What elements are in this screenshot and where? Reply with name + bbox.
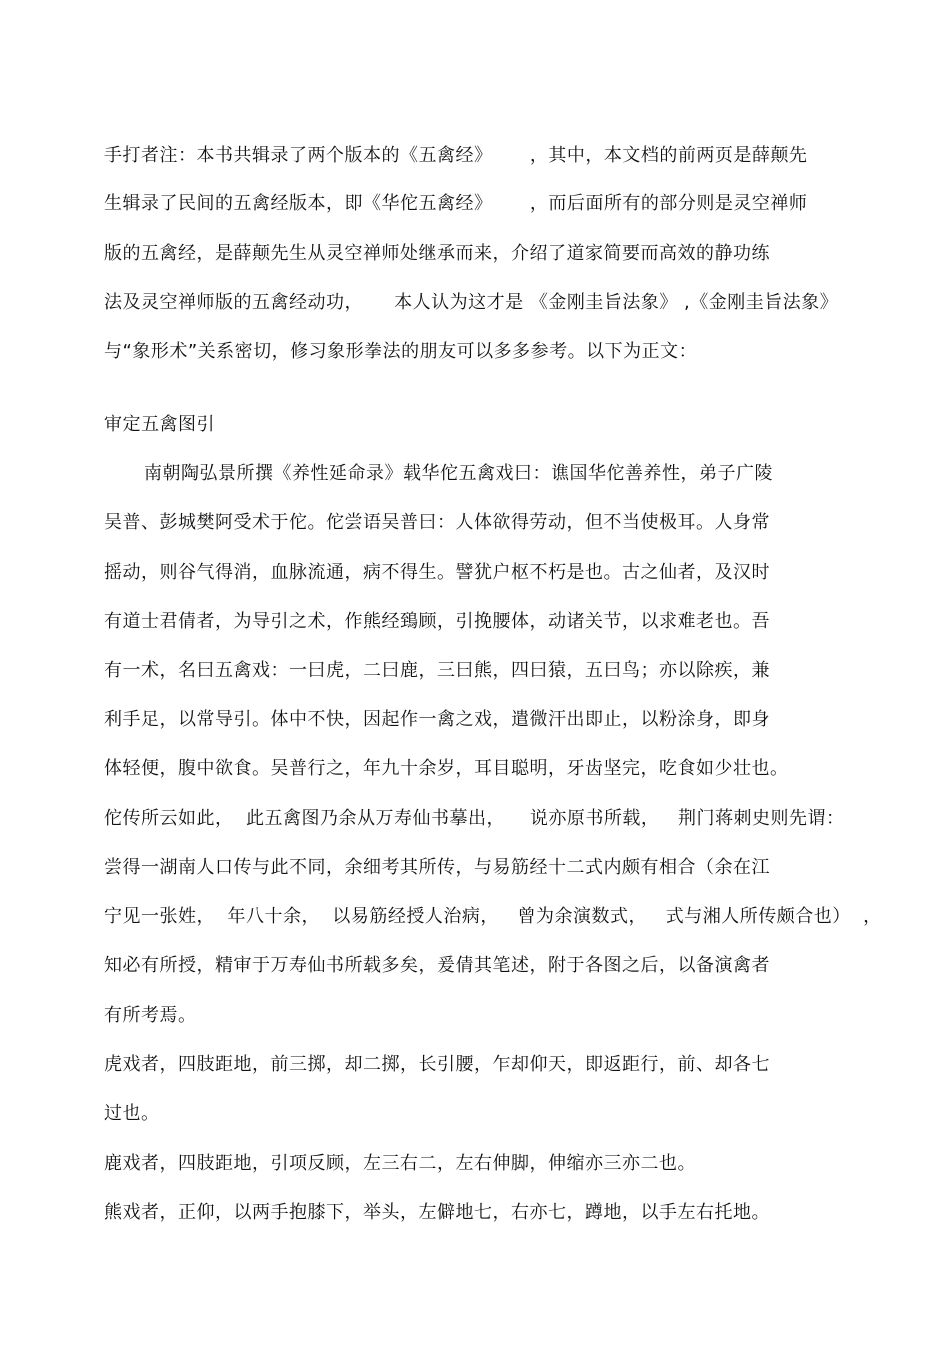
body-line-2: 吴普、彭城樊阿受术于佗。佗尝语吴普曰：人体欲得劳动，但不当使极耳。人身常 — [104, 512, 770, 533]
intro-line-1: 手打者注：本书共辑录了两个版本的《五禽经》 ，其中，本文档的前两页是薛颠先 — [104, 145, 808, 166]
body-line-8: 佗传所云如此， 此五禽图乃余从万寿仙书摹出， 说亦原书所载， 荆门蒋刺史则先谓： — [104, 808, 845, 829]
intro-line-5: 与“象形术”关系密切，修习象形拳法的朋友可以多多参考。以下为正文： — [104, 341, 698, 362]
body-line-12: 有所考焉。 — [104, 1005, 197, 1026]
body-line-9: 尝得一湖南人口传与此不同，余细考其所传，与易筋经十二式内颇有相合（余在江 — [104, 857, 770, 878]
body-line-1: 南朝陶弘景所撰《养性延命录》载华佗五禽戏曰：谯国华佗善养性，弟子广陵 — [144, 463, 773, 484]
body-line-7: 体轻便，腹中欲食。吴普行之，年九十余岁，耳目聪明，牙齿坚完，吃食如少壮也。 — [104, 758, 789, 779]
body-line-10: 宁见一张姓， 年八十余， 以易筋经授人治病， 曾为余演数式， 式与湘人所传颇合也） ， — [104, 906, 882, 927]
body-line-3: 摇动，则谷气得消，血脉流通，病不得生。譬犹户枢不朽是也。古之仙者，及汉时 — [104, 562, 770, 583]
body-line-6: 利手足，以常导引。体中不快，因起作一禽之戏，遣微汗出即止，以粉涂身，即身 — [104, 709, 770, 730]
body-line-14: 过也。 — [104, 1103, 160, 1124]
intro-line-2: 生辑录了民间的五禽经版本，即《华佗五禽经》 ，而后面所有的部分则是灵空禅师 — [104, 193, 808, 214]
section-heading: 审定五禽图引 — [104, 414, 215, 435]
intro-line-4: 法及灵空禅师版的五禽经动功， 本人认为这才是 《金刚圭旨法象》 ,《金刚圭旨法象》 — [104, 292, 839, 313]
body-line-16: 熊戏者，正仰，以两手抱膝下，举头，左僻地七，右亦七，蹲地，以手左右托地。 — [104, 1202, 770, 1223]
intro-line-3: 版的五禽经，是薛颠先生从灵空禅师处继承而来，介绍了道家简要而高效的静功练 — [104, 243, 770, 264]
body-line-11: 知必有所授，精审于万寿仙书所载多矣，爰倩其笔述，附于各图之后，以备演禽者 — [104, 955, 770, 976]
body-line-15: 鹿戏者，四肢距地，引项反顾，左三右二，左右伸脚，伸缩亦三亦二也。 — [104, 1153, 696, 1174]
body-line-5: 有一术，名曰五禽戏：一曰虎，二曰鹿，三曰熊，四曰猿，五曰鸟；亦以除疾，兼 — [104, 660, 770, 681]
body-line-13: 虎戏者，四肢距地，前三掷，却二掷，长引腰，乍却仰天，即返距行，前、却各七 — [104, 1054, 770, 1075]
body-line-4: 有道士君倩者，为导引之术，作熊经鵄顾，引挽腰体，动诸关节，以求难老也。吾 — [104, 611, 770, 632]
